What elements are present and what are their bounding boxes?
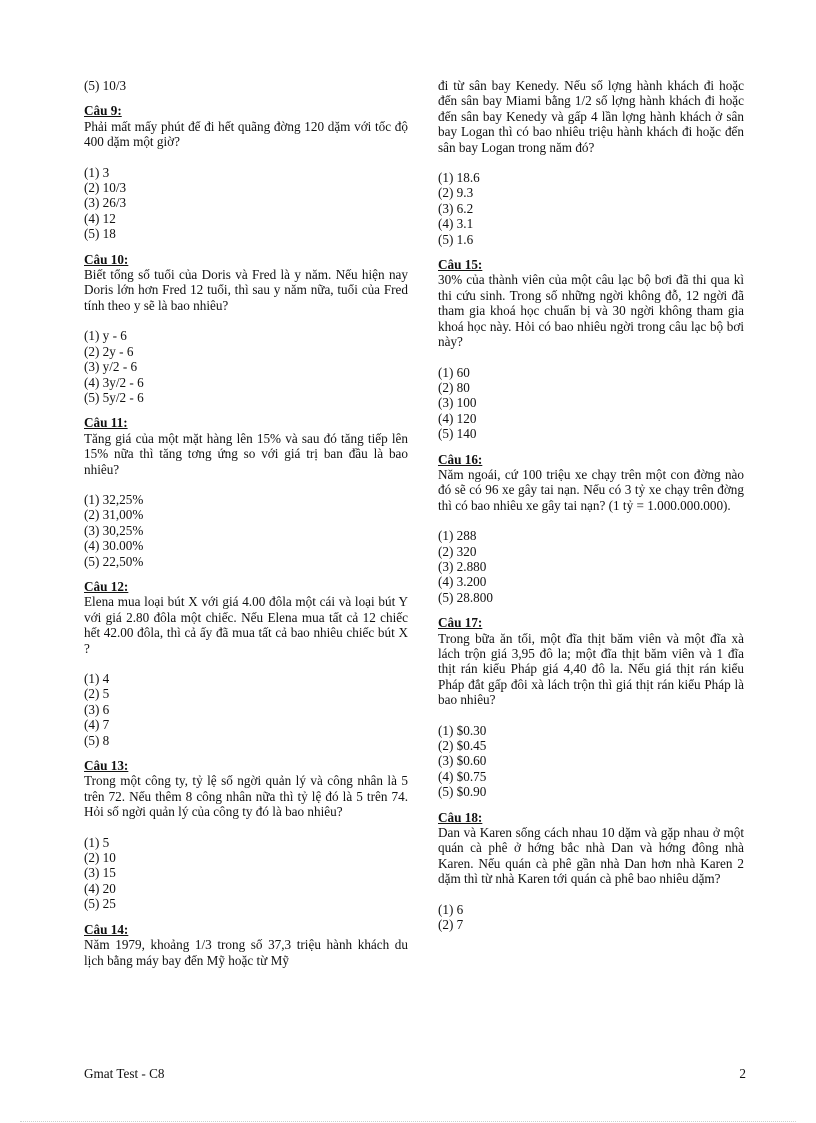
- leading-option: (5) 10/3: [84, 78, 127, 93]
- answer-option: (5) 28.800: [438, 589, 493, 605]
- answer-option: (1) 6: [438, 901, 464, 917]
- answer-option: (4) 3y/2 - 6: [84, 374, 144, 390]
- question-text: Năm ngoái, cứ 100 triệu xe chạy trên một con đờng nào đó sẽ có 96 xe gây tai nạn. Nếu có 3 tỷ xe chạy trên đờng thì có bao nhiêu xe gây tai nạn? (1 tỷ = 1.000.000.000).: [438, 466, 744, 513]
- question-title: Câu 18:: [438, 809, 483, 825]
- answer-options: [438, 528, 744, 605]
- question: [84, 922, 408, 968]
- question-title: Câu 11:: [84, 415, 128, 431]
- answer-option: (1) 5: [84, 834, 110, 850]
- question: [84, 579, 408, 748]
- answer-option: (4) 120: [438, 410, 477, 426]
- answer-option: (5) $0.90: [438, 784, 487, 800]
- footer-title: Gmat Test - C8: [84, 1066, 165, 1081]
- answer-option: (5) 8: [84, 732, 110, 748]
- answer-option: (3) 15: [84, 865, 116, 881]
- question-title: Câu 9:: [84, 103, 122, 119]
- answer-option: (5) 1.6: [438, 231, 474, 247]
- answer-option: (2) 31,00%: [84, 507, 144, 523]
- answer-option: (2) 10/3: [84, 180, 127, 196]
- page-number: 2: [739, 1066, 746, 1081]
- answer-option: (1) 3: [84, 164, 110, 180]
- answer-option: (1) 32,25%: [84, 491, 144, 507]
- answer-option: (3) 100: [438, 395, 477, 411]
- answer-options: [84, 165, 408, 242]
- question-title: Câu 12:: [84, 578, 129, 594]
- question-14-continuation: đi từ sân bay Kenedy. Nếu số lợng hành khách đi hoặc đến sân bay Miami bằng 1/2 số lợng hành khách đi hoặc đến sân bay Kenedy và gấp 4 lần lợng hành khách ở sân bay Logan thì có bao nhiêu triệu hành khách đi hoặc đến sân bay Logan trong năm đó?: [438, 78, 744, 155]
- question-text: Năm 1979, khoảng 1/3 trong số 37,3 triệu hành khách du lịch bằng máy bay đến Mỹ hoặc từ Mỹ: [84, 937, 408, 968]
- answer-options: [84, 328, 408, 405]
- answer-option: (4) 20: [84, 880, 116, 896]
- question-title: Câu 10:: [84, 251, 129, 267]
- question-text: Biết tổng số tuổi của Doris và Fred là y năm. Nếu hiện nay Doris lớn hơn Fred 12 tuổi, thì sau y năm nữa, tuổi của Fred tính theo y sẽ là bao nhiêu?: [84, 267, 408, 313]
- answer-option: (2) 5: [84, 686, 110, 702]
- answer-option: (4) $0.75: [438, 768, 487, 784]
- answer-options: [84, 671, 408, 748]
- answer-option: (1) $0.30: [438, 722, 487, 738]
- question-text: Elena mua loại bút X với giá 4.00 đôla một cái và loại bút Y với giá 2.80 đôla một chiếc. Nếu Elena mua tất cả 12 chiếc hết 42.00 đôla, thì cả ấy đã mua tất cả bao nhiêu chiếc bút X ?: [84, 594, 408, 656]
- left-question-list: [84, 103, 408, 968]
- question: [84, 103, 408, 241]
- question-text: Dan và Karen sống cách nhau 10 dặm và gặp nhau ở một quán cà phê ở hớng bắc nhà Dan và hớng đông nhà Karen. Nếu quán cà phê gần nhà Dan hơn nhà Karen 2 dặm thì từ nhà Karen tới quán cà phê bao nhiêu dặm?: [438, 825, 744, 887]
- answer-option: (5) 18: [84, 226, 116, 242]
- answer-option: (3) 26/3: [84, 195, 127, 211]
- answer-option: (2) 320: [438, 543, 477, 559]
- answer-option: (3) y/2 - 6: [84, 359, 138, 375]
- page-footer: [84, 1066, 746, 1082]
- answer-option: (4) 12: [84, 210, 116, 226]
- answer-option: (4) 3.1: [438, 216, 474, 232]
- question: [84, 415, 408, 569]
- answer-option: (1) 60: [438, 364, 470, 380]
- right-question-list: [438, 257, 744, 932]
- answer-option: (5) 25: [84, 896, 116, 912]
- answer-option: (1) 288: [438, 528, 477, 544]
- answer-option: (3) 30,25%: [84, 522, 144, 538]
- question-text: Trong bữa ăn tối, một đĩa thịt băm viên và một đĩa xà lách trộn giá 3,95 đô la; một đĩa thịt băm viên và 1 đĩa thịt rán kiểu Pháp giá 4,40 đô la. Nếu giá thịt rán kiểu Pháp đắt gấp đôi xà lách trộn thì giá thịt rán kiểu Pháp là bao nhiêu?: [438, 630, 744, 708]
- question: [438, 257, 744, 441]
- answer-option: (4) 7: [84, 717, 110, 733]
- question-title: Câu 15:: [438, 257, 483, 273]
- answer-option: (3) $0.60: [438, 753, 487, 769]
- question-title: Câu 13:: [84, 758, 129, 774]
- answer-option: (5) 140: [438, 426, 477, 442]
- answer-option: (1) y - 6: [84, 328, 127, 344]
- question-14-options: [438, 170, 744, 247]
- page-edge-divider: [20, 1121, 796, 1122]
- answer-option: (5) 5y/2 - 6: [84, 389, 144, 405]
- question-title: Câu 14:: [84, 921, 129, 937]
- question: [438, 452, 744, 606]
- question-text: Tăng giá của một mặt hàng lên 15% và sau đó tăng tiếp lên 15% nữa thì tăng tơng ứng so với giá trị ban đầu là bao nhiêu?: [84, 430, 408, 477]
- answer-option: (4) 3.200: [438, 574, 487, 590]
- question-title: Câu 16:: [438, 451, 483, 467]
- question-text: Phải mất mấy phút để đi hết quãng đờng 120 dặm với tốc độ 400 dặm một giờ?: [84, 118, 408, 150]
- left-column: [84, 78, 408, 978]
- answer-option: (2) $0.45: [438, 738, 487, 754]
- question-title: Câu 17:: [438, 615, 483, 631]
- answer-option: (1) 4: [84, 671, 110, 686]
- answer-option: (3) 2.880: [438, 558, 487, 574]
- answer-option: (3) 6: [84, 701, 110, 717]
- answer-options: [84, 492, 408, 569]
- answer-options: [438, 365, 744, 442]
- answer-option: (2) 80: [438, 379, 470, 395]
- answer-options: [438, 723, 744, 800]
- answer-option: (2) 9.3: [438, 185, 474, 201]
- answer-options: [84, 835, 408, 912]
- right-column: [438, 78, 744, 943]
- question: [84, 758, 408, 912]
- answer-option: (1) 18.6: [438, 170, 480, 186]
- answer-option: (3) 6.2: [438, 200, 474, 216]
- question-text: Trong một công ty, tỷ lệ số ngời quản lý và công nhân là 5 trên 72. Nếu thêm 8 công nhân nữa thì tỷ lệ đó là 5 trên 74. Hỏi số ngời quản lý của công ty đó là bao nhiêu?: [84, 773, 408, 820]
- answer-option: (4) 30.00%: [84, 538, 144, 554]
- answer-option: (2) 10: [84, 850, 116, 866]
- question: [438, 615, 744, 799]
- answer-option: (2) 7: [438, 917, 464, 933]
- answer-option: (5) 22,50%: [84, 553, 144, 569]
- answer-option: (2) 2y - 6: [84, 343, 134, 359]
- question: [438, 810, 744, 933]
- answer-options: [438, 902, 744, 933]
- question-text: 30% của thành viên của một câu lạc bộ bơi đã thi qua kì thi cứu sinh. Trong số những ngời không đỗ, 12 ngời đã tham gia khoá học chuẩn bị và 30 ngời không tham gia khoá học này. Hỏi có bao nhiêu ngời trong câu lạc bộ bơi này?: [438, 272, 744, 350]
- question: [84, 252, 408, 406]
